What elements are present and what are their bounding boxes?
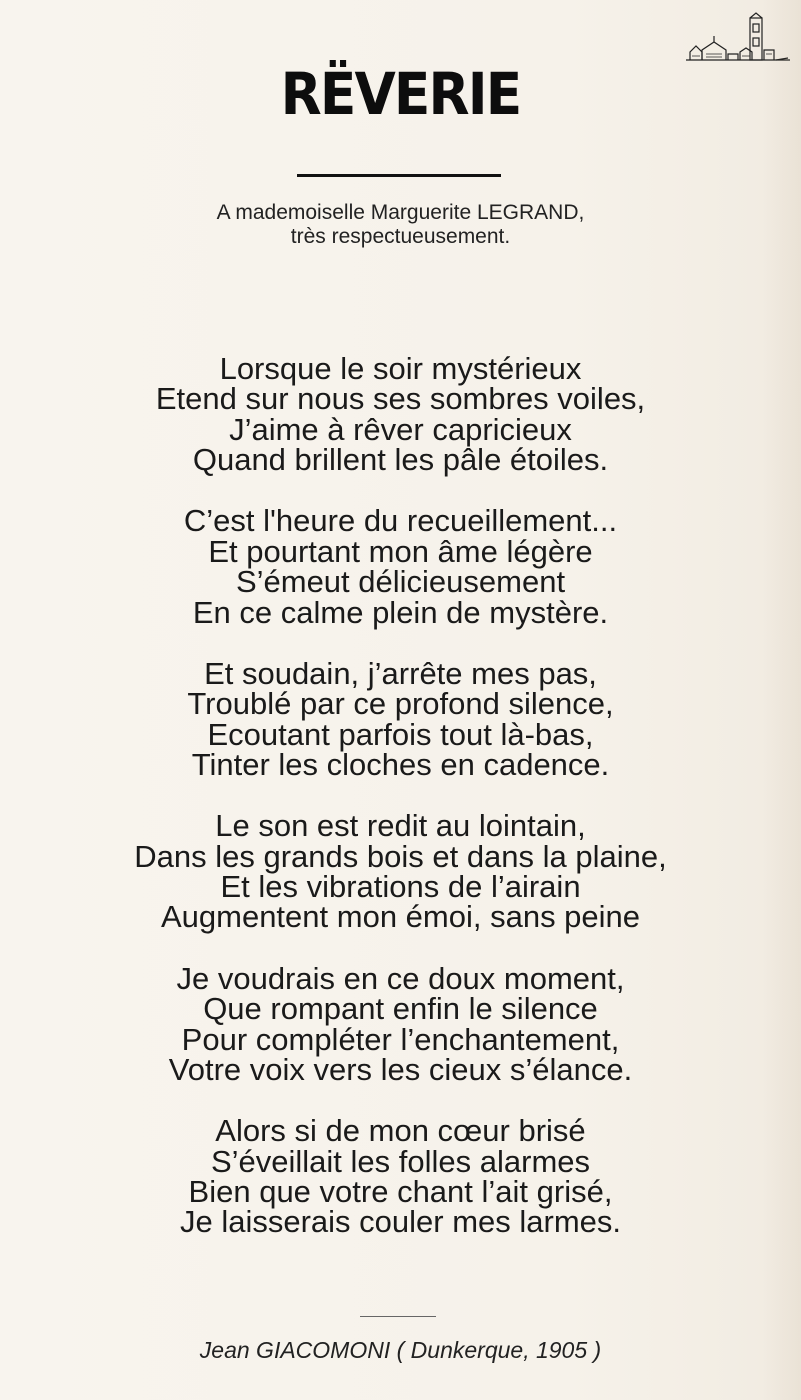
dedication-line: très respectueusement.: [290, 225, 511, 248]
verse-line: En ce calme plein de mystère.: [192, 594, 609, 630]
stanza: [0, 960, 801, 1087]
verse-line: Etend sur nous ses sombres voiles,: [155, 381, 646, 417]
verse-line: C’est l'heure du recueillement...: [183, 503, 618, 539]
verse-line: Et soudain, j’arrête mes pas,: [204, 655, 597, 691]
verse-line: Votre voix vers les cieux s’élance.: [168, 1051, 633, 1087]
verse-line: Et les vibrations de l’airain: [220, 869, 581, 905]
verse-line: Et pourtant mon âme légère: [208, 533, 593, 569]
stanza: [0, 1113, 801, 1240]
verse-line: Dans les grands bois et dans la plaine,: [134, 838, 667, 874]
verse-line: Quand brillent les pâle étoiles.: [192, 442, 609, 478]
verse-line: S’émeut délicieusement: [235, 564, 566, 600]
verse-line: Tinter les cloches en cadence.: [191, 747, 610, 783]
poem-body: [0, 351, 801, 1240]
stanza: [0, 808, 801, 935]
dedication: [0, 201, 801, 249]
verse-line: Troublé par ce profond silence,: [187, 686, 614, 722]
verse-line: Je laisserais couler mes larmes.: [179, 1204, 622, 1240]
stanza: [0, 503, 801, 630]
verse-line: J’aime à rêver capricieux: [229, 411, 572, 447]
stanza: [0, 655, 801, 783]
verse-line: S’éveillait les folles alarmes: [210, 1143, 591, 1179]
verse-line: Que rompant enfin le silence: [203, 991, 598, 1027]
verse-line: Lorsque le soir mystérieux: [219, 351, 582, 386]
author-signature: Jean GIACOMONI ( Dunkerque, 1905 ): [199, 1337, 602, 1363]
verse-line: Je voudrais en ce doux moment,: [176, 960, 625, 996]
poem-title: RËVERIE: [280, 60, 521, 128]
town-skyline-icon: [684, 12, 792, 66]
title-divider: [297, 174, 501, 177]
verse-line: Le son est redit au lointain,: [215, 808, 586, 844]
stanza: [0, 351, 801, 478]
verse-line: Pour compléter l’enchantement,: [181, 1021, 620, 1057]
verse-line: Alors si de mon cœur brisé: [215, 1113, 586, 1149]
verse-line: Augmentent mon émoi, sans peine: [160, 899, 641, 935]
verse-line: Ecoutant parfois tout là-bas,: [207, 716, 594, 752]
dedication-line: A mademoiselle Marguerite LEGRAND,: [216, 201, 585, 224]
verse-line: Bien que votre chant l’ait grisé,: [188, 1173, 613, 1209]
signature-divider: [360, 1316, 436, 1317]
